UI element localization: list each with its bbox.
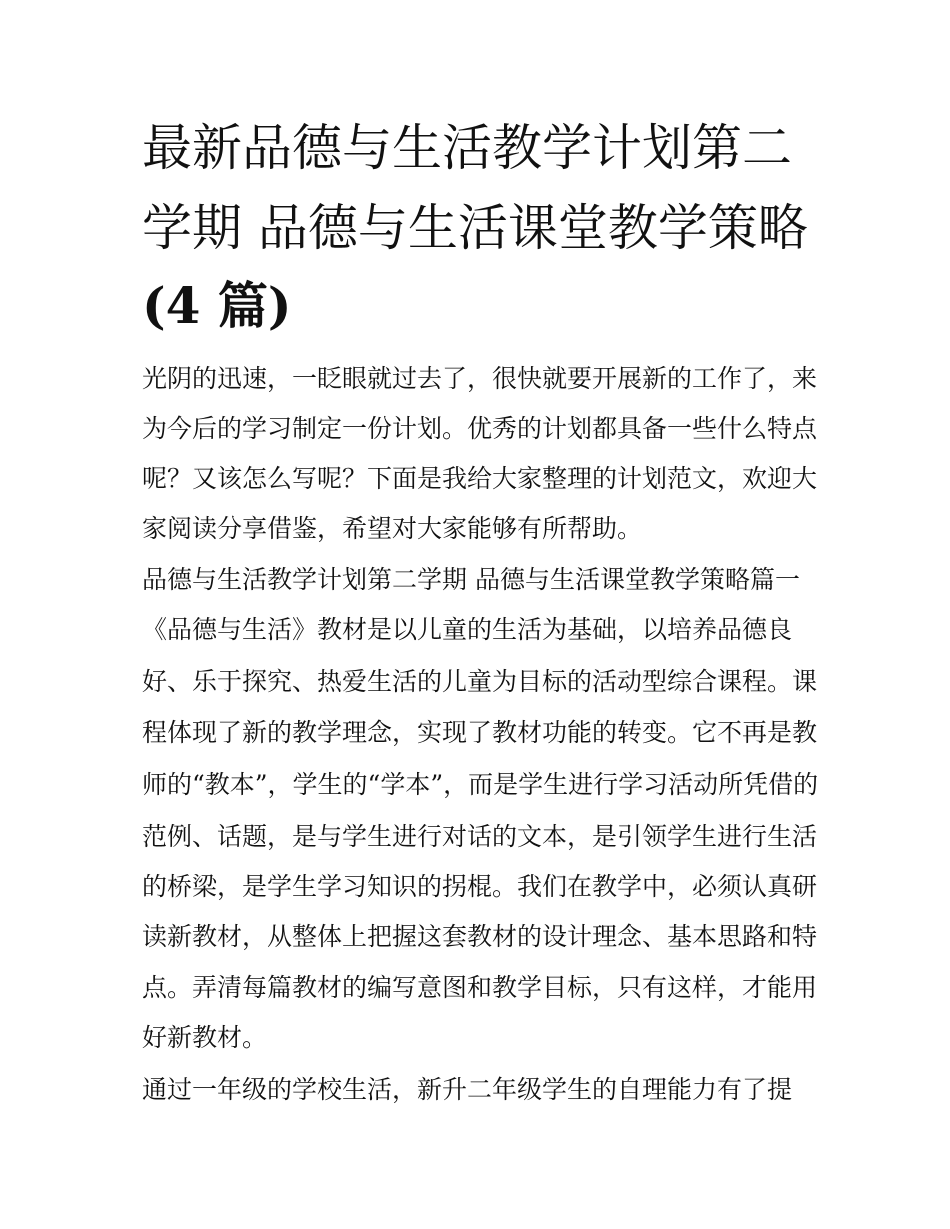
body-line-10: 范例、话题，是与学生进行对话的文本，是引领学生进行生活 [142,822,818,851]
body-line-4: 家阅读分享借鉴，希望对大家能够有所帮助。 [142,514,643,543]
body-line-9: 师的“教本”，学生的“学本”，而是学生进行学习活动所凭借的 [142,770,819,799]
body-line-2: 为今后的学习制定一份计划。优秀的计划都具备一些什么特点 [142,414,818,443]
title-line-3: (4 篇) [142,276,292,335]
title-line-1: 最新品德与生活教学计划第二 [142,119,792,177]
body-line-11: 的桥梁，是学生学习知识的拐棍。我们在教学中，必须认真研 [142,872,818,901]
body-line-3: 呢？又该怎么写呢？下面是我给大家整理的计划范文，欢迎大 [142,464,818,493]
body-line-15: 通过一年级的学校生活，新升二年级学生的自理能力有了提 [142,1075,793,1104]
body-line-14: 好新教材。 [142,1023,268,1052]
body-line-13: 点。弄清每篇教材的编写意图和教学目标，只有这样，才能用 [142,973,818,1002]
title-line-2: 学期 品德与生活课堂教学策略 [142,199,808,257]
body-line-8: 程体现了新的教学理念，实现了教材功能的转变。它不再是教 [142,718,818,747]
body-line-1: 光阴的迅速，一眨眼就过去了，很快就要开展新的工作了，来 [142,364,818,393]
body-line-7: 好、乐于探究、热爱生活的儿童为目标的活动型综合课程。课 [142,667,818,696]
body-line-6: 《品德与生活》教材是以儿童的生活为基础，以培养品德良 [142,615,793,644]
body-line-12: 读新教材，从整体上把握这套教材的设计理念、基本思路和特 [142,922,818,951]
section-heading-1: 品德与生活教学计划第二学期 品德与生活课堂教学策略篇一 [142,565,800,594]
